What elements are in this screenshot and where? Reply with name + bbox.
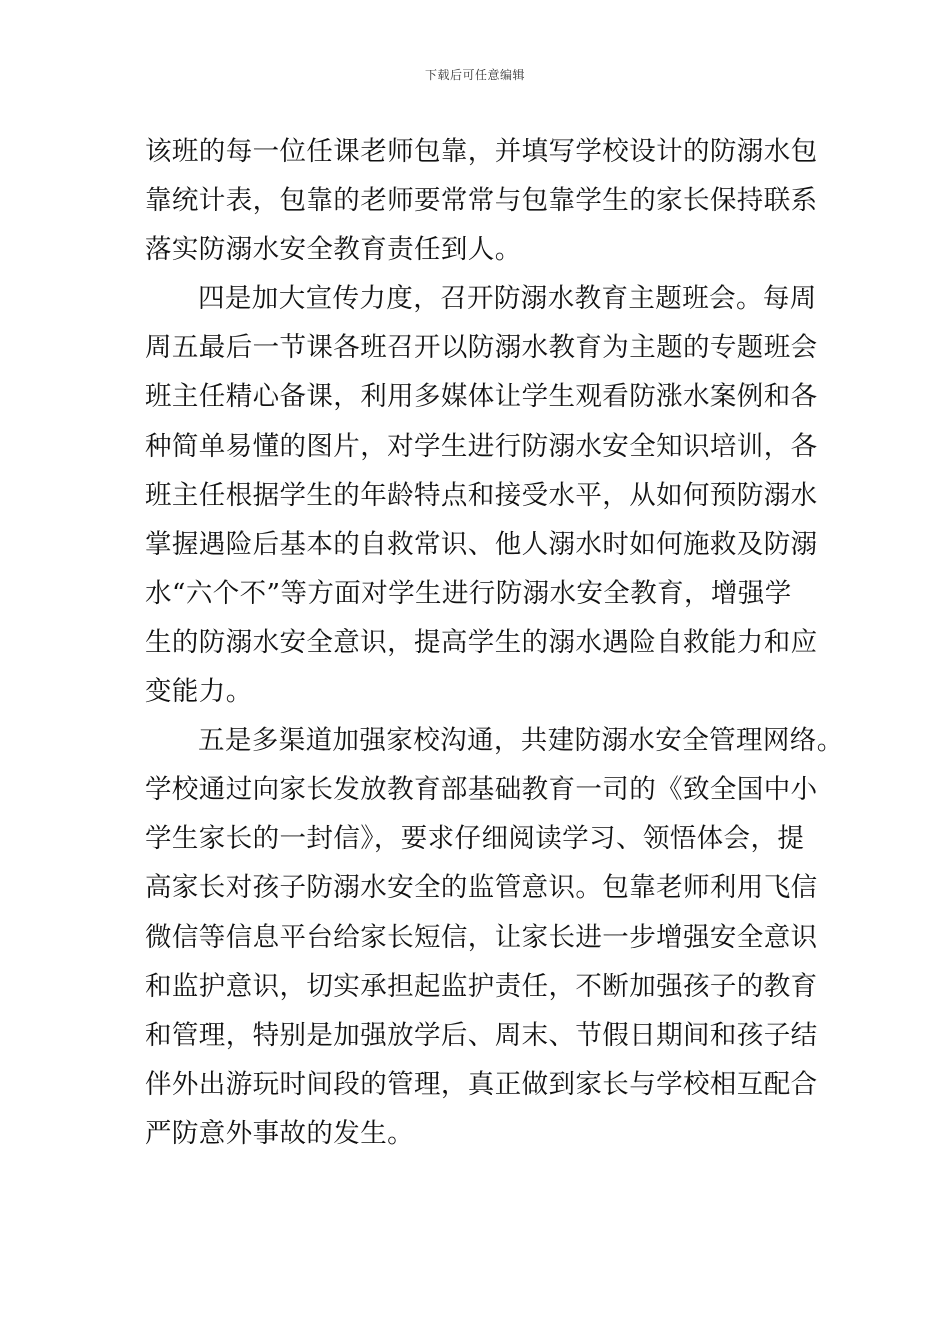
text-line: 靠统计表，包靠的老师要常常与包靠学生的家长保持联系 <box>145 185 818 217</box>
text-line: 高家长对孩子防溺水安全的监管意识。包靠老师利用飞信 <box>145 872 818 904</box>
text-line: 和管理，特别是加强放学后、周末、节假日期间和孩子结 <box>145 1019 818 1051</box>
text-line: 变能力。 <box>145 676 253 708</box>
text-line: 四是加大宣传力度，召开防溺水教育主题班会。每周 <box>198 283 817 315</box>
text-line: 微信等信息平台给家长短信，让家长进一步增强安全意识 <box>145 921 818 953</box>
text-line: 班主任精心备课，利用多媒体让学生观看防涨水案例和各 <box>145 381 818 413</box>
text-line: 和监护意识，切实承担起监护责任，不断加强孩子的教育 <box>145 970 818 1002</box>
text-line: 掌握遇险后基本的自救常识、他人溺水时如何施救及防溺 <box>145 528 818 560</box>
header-note: 下载后可任意编辑 <box>424 68 525 82</box>
text-line: 周五最后一节课各班召开以防溺水教育为主题的专题班会 <box>145 332 818 364</box>
text-line: 生的防溺水安全意识，提高学生的溺水遇险自救能力和应 <box>145 626 818 658</box>
text-line: 学校通过向家长发放教育部基础教育一司的《致全国中小 <box>145 774 818 806</box>
text-line: 落实防溺水安全教育责任到人。 <box>145 234 522 266</box>
text-line: 学生家长的一封信》，要求仔细阅读学习、领悟体会，提 <box>145 823 805 855</box>
text-line: 五是多渠道加强家校沟通，共建防溺水安全管理网络。 <box>198 725 844 757</box>
document-body <box>145 127 844 1158</box>
text-line: 班主任根据学生的年龄特点和接受水平，从如何预防溺水 <box>145 479 818 511</box>
text-line: 该班的每一位任课老师包靠，并填写学校设计的防溺水包 <box>145 136 818 167</box>
text-line: 严防意外事故的发生。 <box>145 1117 414 1149</box>
text-line: 种简单易懂的图片，对学生进行防溺水安全知识培训，各 <box>145 430 818 462</box>
text-line: 伴外出游玩时间段的管理，真正做到家长与学校相互配合 <box>145 1068 818 1100</box>
text-line: 水“六个不”等方面对学生进行防溺水安全教育，增强学 <box>145 577 792 609</box>
